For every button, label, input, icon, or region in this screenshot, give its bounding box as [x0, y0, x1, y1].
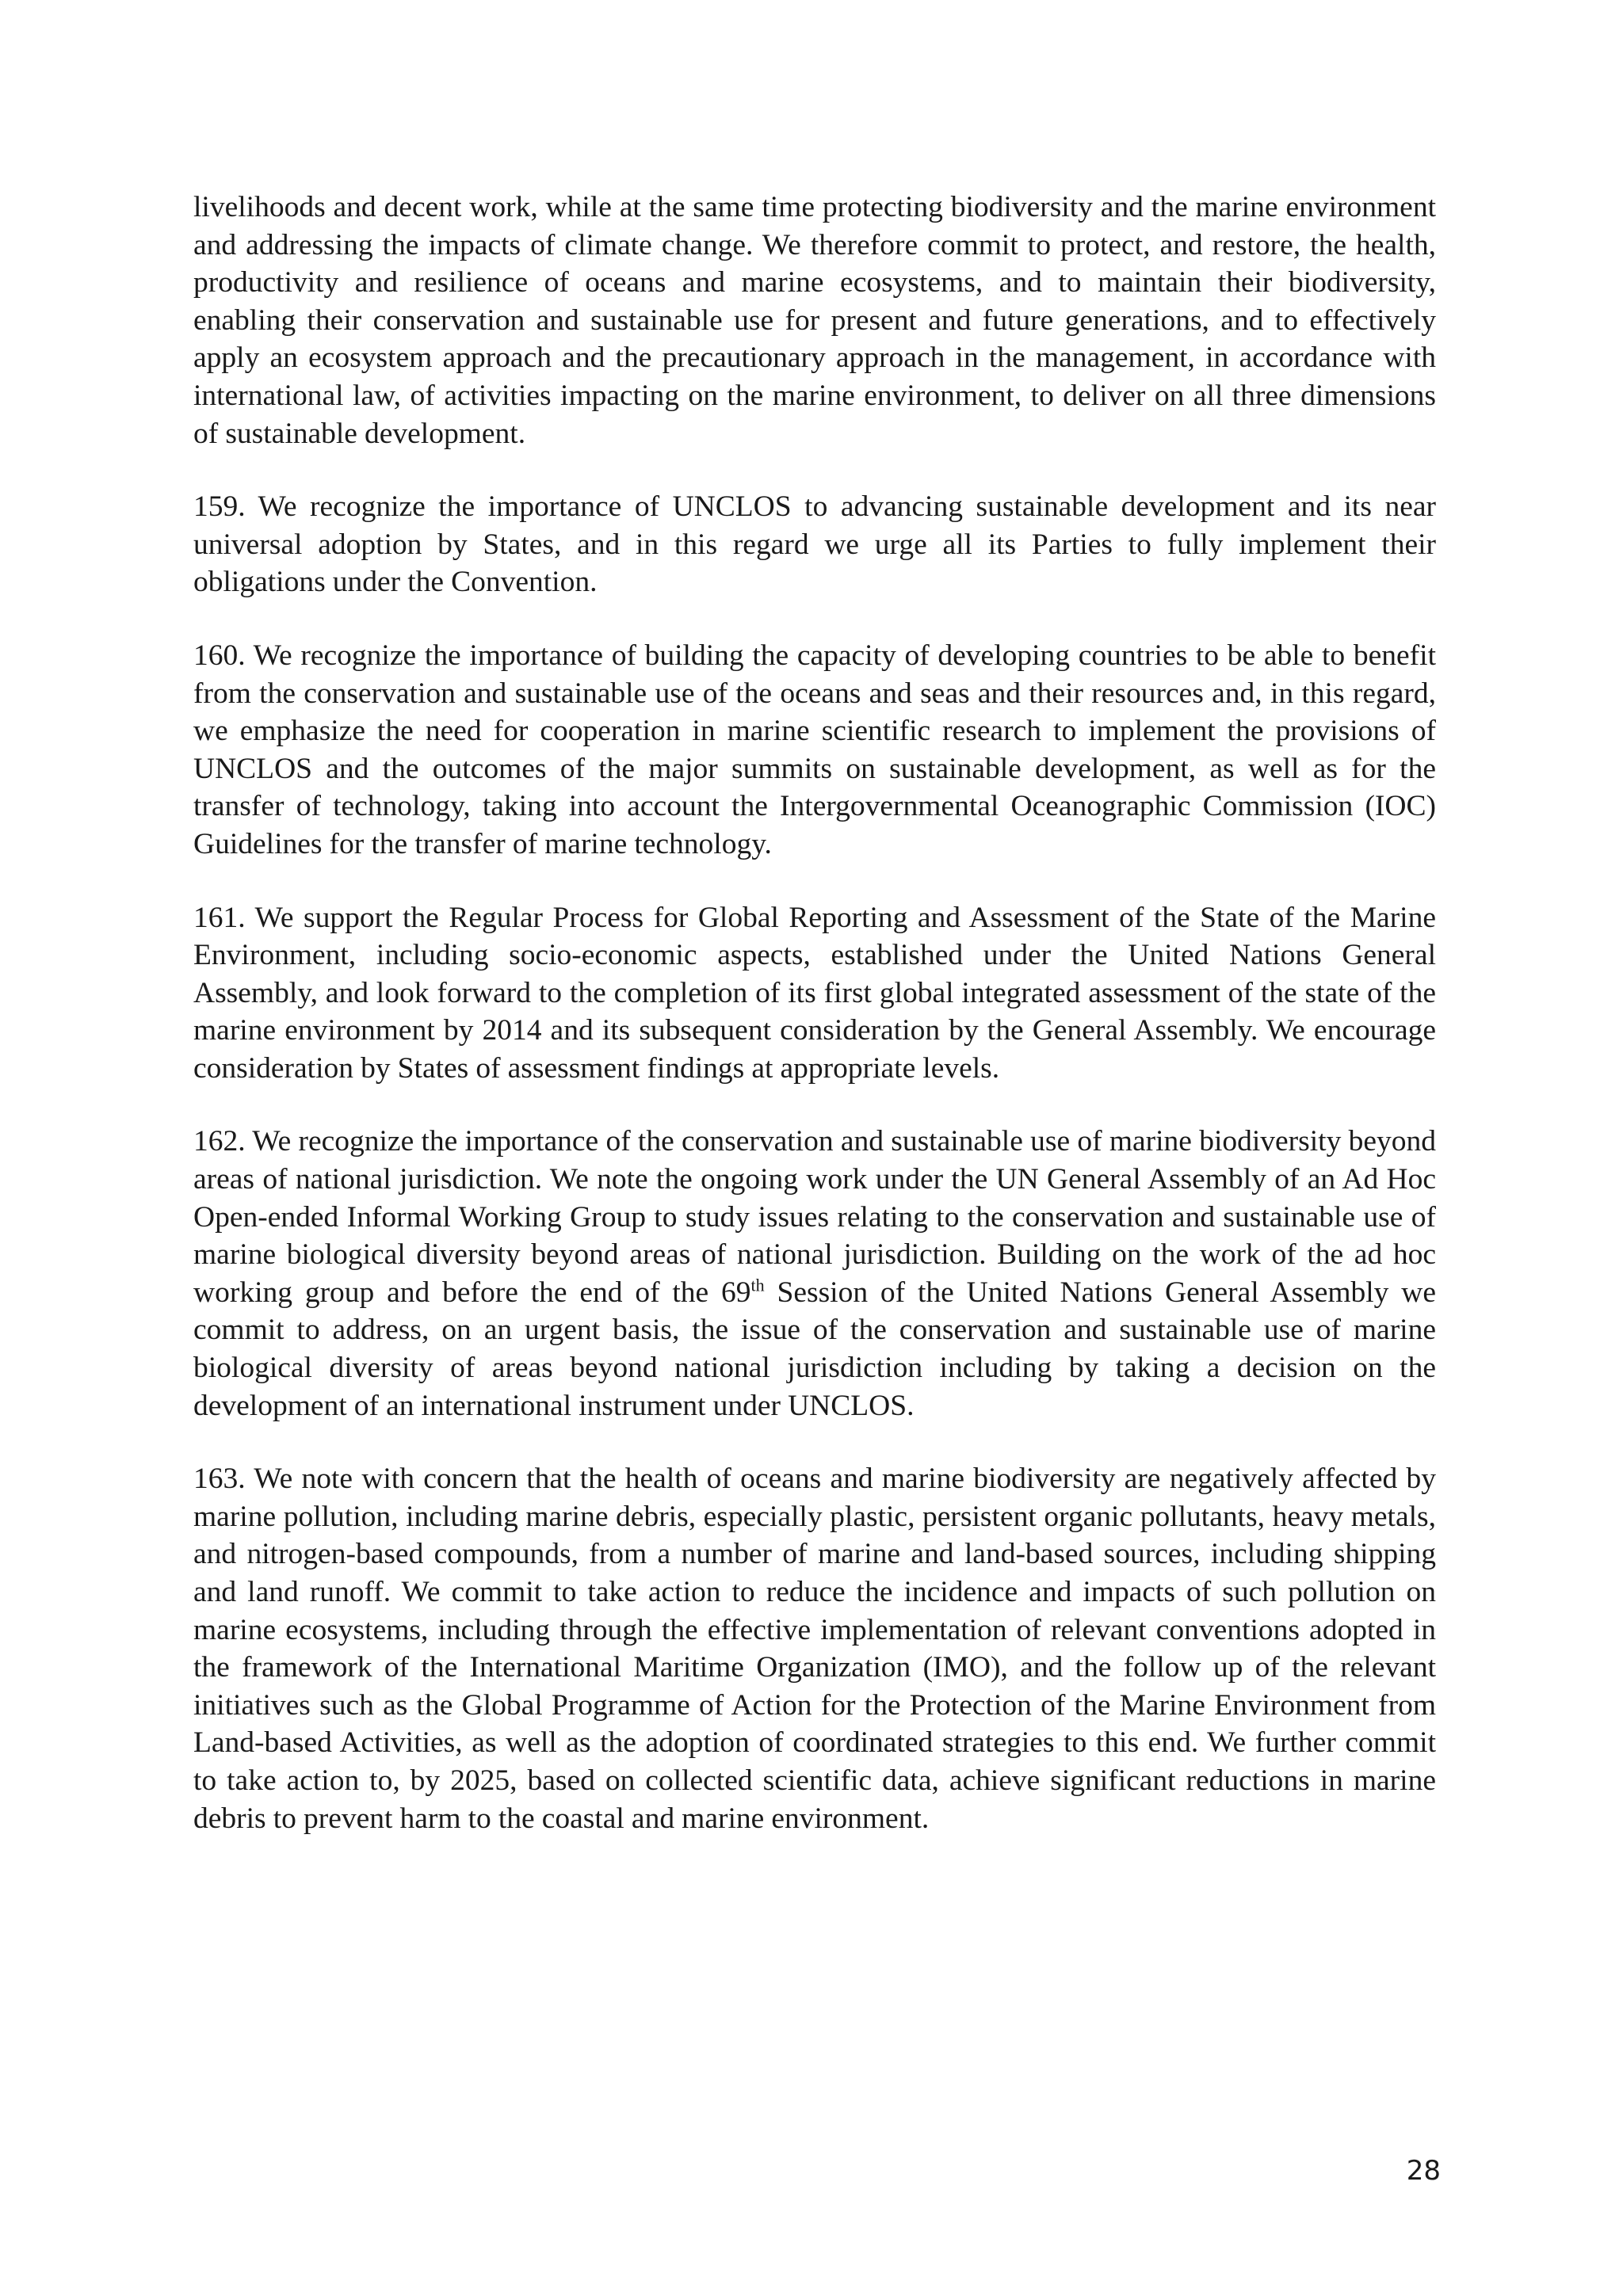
paragraph-162-text-before: 162. We recognize the importance of the conservation and sustainable use of marine biodiversity beyond areas of national jurisdiction. We note the ongoing work under the UN General Assembly of an Ad Hoc Open-ended Informal Working Group to study issues relating to the conservation and sustainable use of marine biological diversity beyond areas of national jurisdiction. Building on the work of the ad hoc working group and before the end of the 69 [193, 1125, 1436, 1309]
paragraph-159: 159. We recognize the importance of UNCLOS to advancing sustainable development and its near universal adoption by States, and in this regard we urge all its Parties to fully implement their obligations under the Convention. [193, 490, 1436, 599]
page-body [193, 189, 1436, 1873]
paragraph-162-text-after: Session of the United Nations General Assembly we commit to address, on an urgent basis, the issue of the conservation and sustainable use of marine biological diversity of areas beyond national jurisdiction including by taking a decision on the development of an international instrument under UNCLOS. [193, 1276, 1436, 1422]
paragraph-161: 161. We support the Regular Process for Global Reporting and Assessment of the State of the Marine Environment, including socio-economic aspects, established under the United Nations General Assembly, and look forward to the completion of its first global integrated assessment of the state of the marine environment by 2014 and its subsequent consideration by the General Assembly. We encourage consideration by States of assessment findings at appropriate levels. [193, 901, 1436, 1085]
paragraph-continuation: livelihoods and decent work, while at the same time protecting biodiversity and the marine environment and addressing the impacts of climate change. We therefore commit to protect, and restore, the health, productivity and resilience of oceans and marine ecosystems, and to maintain their biodiversity, enabling their conservation and sustainable use for present and future generations, and to effectively apply an ecosystem approach and the precautionary approach in the management, in accordance with international law, of activities impacting on the marine environment, to deliver on all three dimensions of sustainable development. [193, 191, 1436, 450]
paragraph-160: 160. We recognize the importance of building the capacity of developing countries to be able to benefit from the conservation and sustainable use of the oceans and seas and their resources and, in this regard, we emphasize the need for cooperation in marine scientific research to implement the provisions of UNCLOS and the outcomes of the major summits on sustainable development, as well as for the transfer of technology, taking into account the Intergovernmental Oceanographic Commission (IOC) Guidelines for the transfer of marine technology. [193, 639, 1436, 860]
paragraph-162-superscript: th [750, 1275, 765, 1295]
paragraph-162 [193, 1123, 1436, 1425]
page-number: 28 [1406, 2155, 1441, 2187]
paragraph-163: 163. We note with concern that the health of oceans and marine biodiversity are negatively affected by marine pollution, including marine debris, especially plastic, persistent organic pollutants, heavy metals, and nitrogen-based compounds, from a number of marine and land-based sources, including shipping and land runoff. We commit to take action to reduce the incidence and impacts of such pollution on marine ecosystems, including through the effective implementation of relevant conventions adopted in the framework of the International Maritime Organization (IMO), and the follow up of the relevant initiatives such as the Global Programme of Action for the Protection of the Marine Environment from Land-based Activities, as well as the adoption of coordinated strategies to this end. We further commit to take action to, by 2025, based on collected scientific data, achieve significant reductions in marine debris to prevent harm to the coastal and marine environment. [193, 1463, 1436, 1835]
